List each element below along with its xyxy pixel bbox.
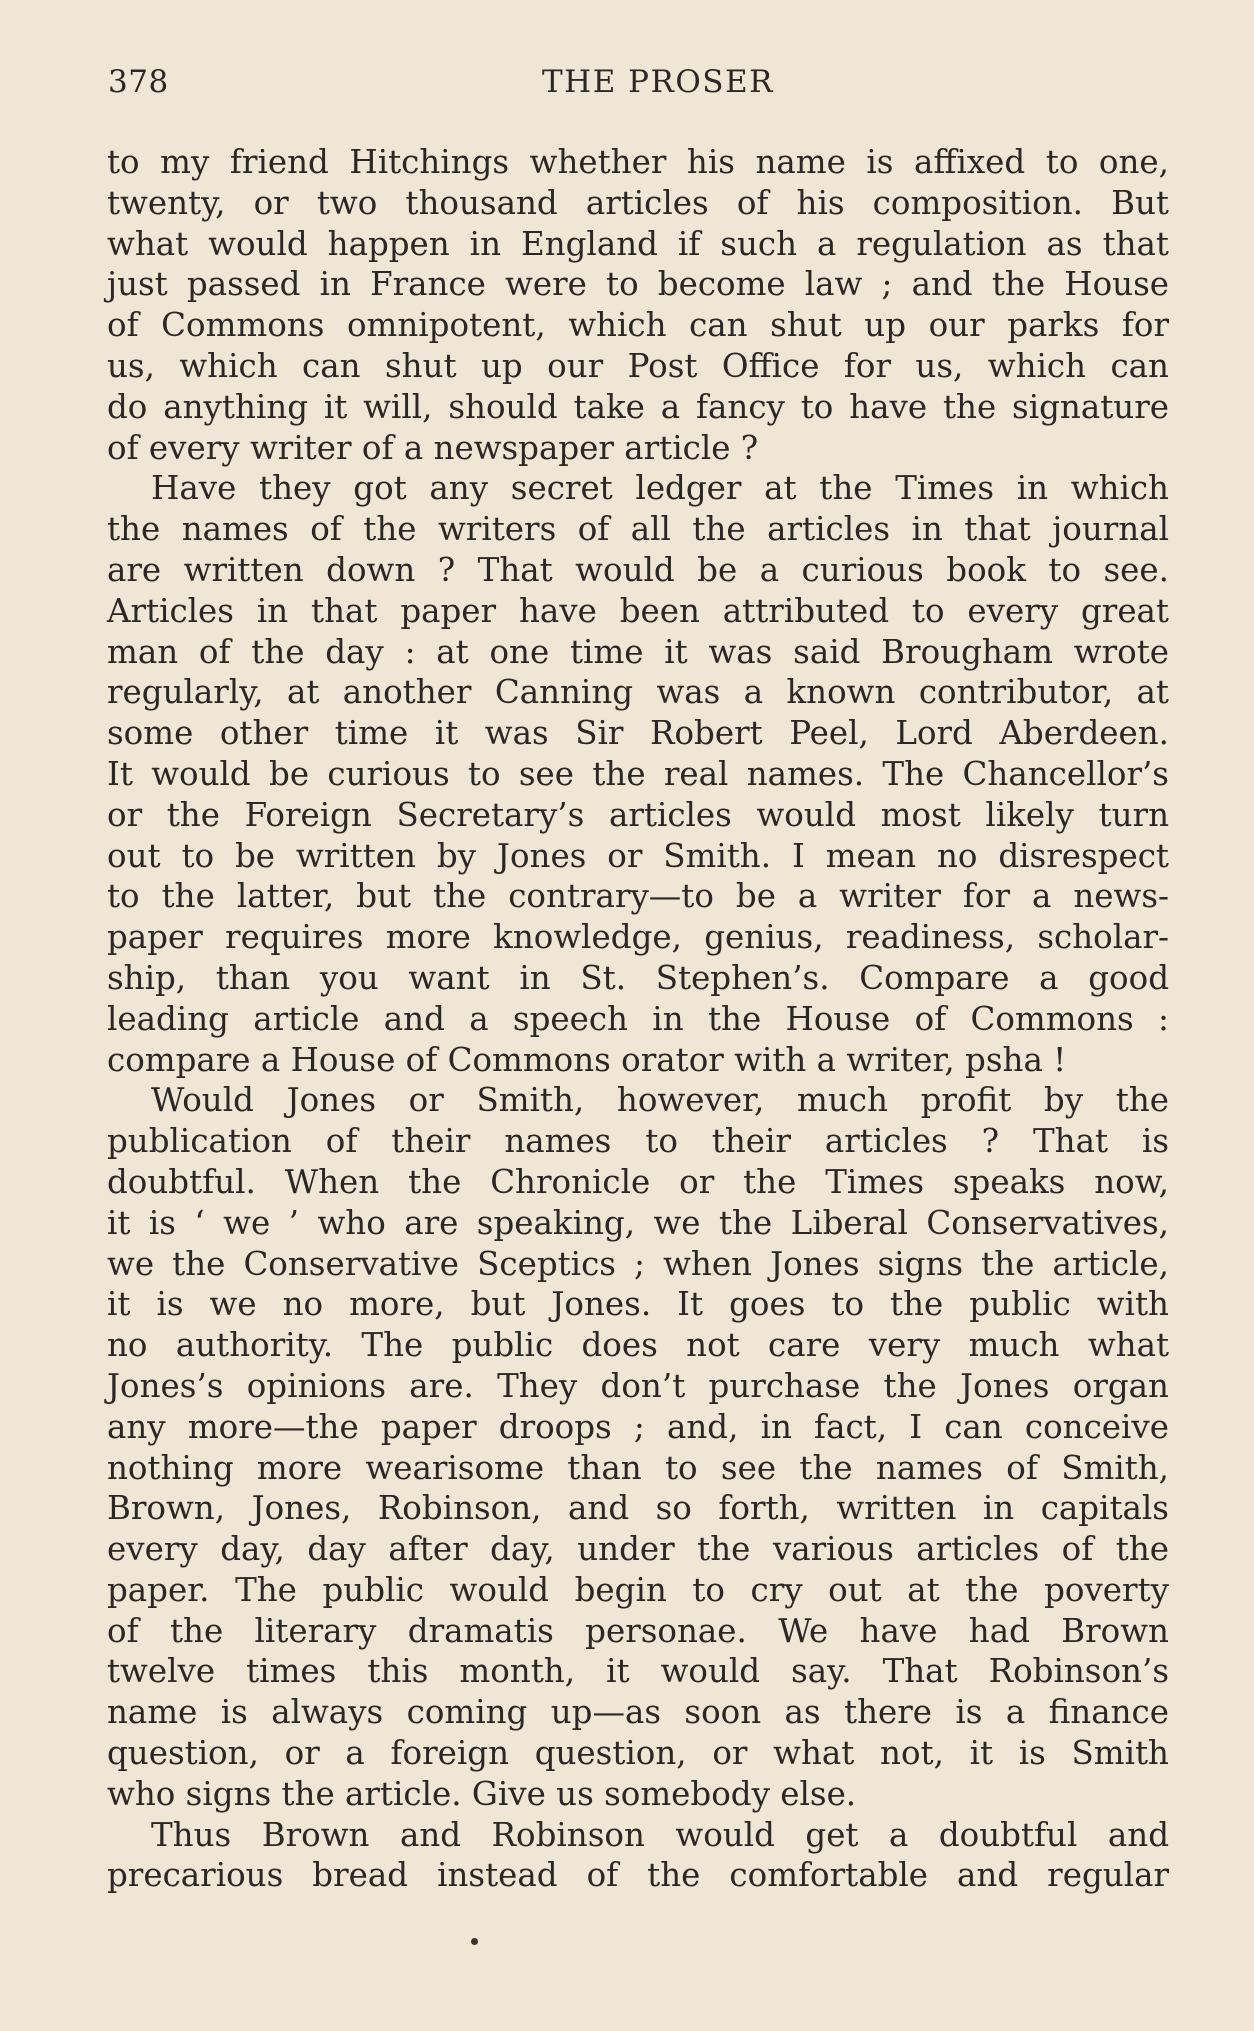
text-line: paper. The public would begin to cry out at the poverty: [107, 1570, 1169, 1609]
text-line: leading article and a speech in the House of Commons :: [107, 999, 1169, 1038]
text-line: some other time it was Sir Robert Peel, Lord Aberdeen.: [107, 714, 1169, 753]
text-line: ship, than you want in St. Stephen’s. Compare a good: [107, 958, 1169, 997]
text-line: Would Jones or Smith, however, much profit by the: [151, 1081, 1169, 1120]
text-line: precarious bread instead of the comfortable and regular: [107, 1856, 1169, 1895]
text-line: what would happen in England if such a regulation as that: [107, 224, 1169, 263]
text-line: Thus Brown and Robinson would get a doubtful and: [151, 1815, 1169, 1854]
text-line: publication of their names to their articles ? That is: [107, 1122, 1169, 1161]
text-line: Have they got any secret ledger at the Times in which: [151, 469, 1169, 508]
text-line: it is ‘ we ’ who are speaking, we the Liberal Conservatives,: [107, 1203, 1169, 1242]
text-line: no authority. The public does not care very much what: [107, 1326, 1169, 1365]
text-line: it is we no more, but Jones. It goes to the public with: [107, 1285, 1169, 1324]
text-line: nothing more wearisome than to see the names of Smith,: [107, 1448, 1169, 1487]
text-line: any more—the paper droops ; and, in fact, I can conceive: [107, 1407, 1169, 1446]
text-line: doubtful. When the Chronicle or the Times speaks now,: [107, 1162, 1169, 1201]
text-line: twenty, or two thousand articles of his composition. But: [107, 183, 1169, 222]
text-line: of Commons omnipotent, which can shut up our parks for: [107, 306, 1169, 345]
page-number: 378: [108, 64, 169, 100]
running-title: THE PROSER: [541, 64, 774, 100]
text-line: name is always coming up—as soon as there is a finance: [107, 1693, 1169, 1732]
printer-mark: [471, 1938, 478, 1945]
text-line: who signs the article. Give us somebody else.: [107, 1774, 857, 1813]
text-line: are written down ? That would be a curious book to see.: [107, 550, 1169, 589]
text-line: to the latter, but the contrary—to be a writer for a news-: [107, 877, 1169, 916]
text-line: It would be curious to see the real names. The Chancellor’s: [107, 754, 1169, 793]
text-line: every day, day after day, under the various articles of the: [107, 1530, 1169, 1569]
text-line: we the Conservative Sceptics ; when Jones signs the article,: [107, 1244, 1169, 1283]
text-line: regularly, at another Canning was a known contributor, at: [107, 673, 1169, 712]
text-line: paper requires more knowledge, genius, readiness, scholar-: [107, 918, 1169, 957]
text-line: of every writer of a newspaper article ?: [107, 428, 759, 467]
text-line: of the literary dramatis personae. We have had Brown: [107, 1611, 1169, 1650]
text-line: the names of the writers of all the articles in that journal: [107, 510, 1169, 549]
text-line: to my friend Hitchings whether his name is affixed to one,: [107, 143, 1169, 181]
page-header: [108, 64, 1168, 104]
text-line: Brown, Jones, Robinson, and so forth, written in capitals: [107, 1489, 1169, 1528]
text-line: question, or a foreign question, or what not, it is Smith: [107, 1734, 1169, 1773]
text-line: or the Foreign Secretary’s articles would most likely turn: [107, 795, 1169, 834]
text-line: just passed in France were to become law ; and the House: [107, 265, 1169, 304]
text-line: do anything it will, should take a fancy to have the signature: [107, 387, 1169, 426]
text-line: man of the day : at one time it was said Brougham wrote: [107, 632, 1169, 671]
text-line: compare a House of Commons orator with a writer, psha !: [107, 1040, 1067, 1079]
text-line: out to be written by Jones or Smith. I mean no disrespect: [107, 836, 1169, 875]
text-line: Jones’s opinions are. They don’t purchase the Jones organ: [107, 1366, 1169, 1405]
text-line: us, which can shut up our Post Office for us, which can: [107, 346, 1169, 385]
text-line: twelve times this month, it would say. That Robinson’s: [107, 1652, 1169, 1691]
text-line: Articles in that paper have been attributed to every great: [107, 591, 1169, 630]
body-text: [107, 142, 1169, 1896]
